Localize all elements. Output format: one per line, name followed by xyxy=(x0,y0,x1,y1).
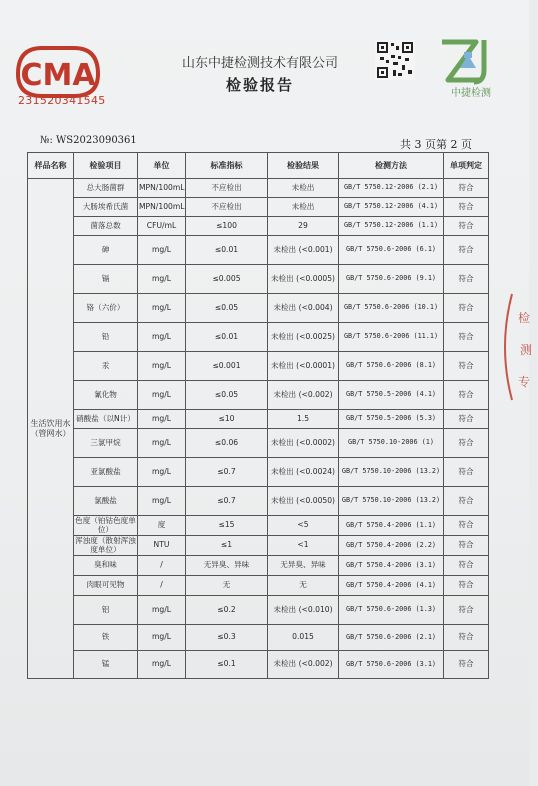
cma-number: 231520341545 xyxy=(18,94,106,107)
item-cell: 肉眼可见物 xyxy=(74,576,138,596)
standard-cell: 无 xyxy=(186,576,268,596)
item-cell: 镉 xyxy=(74,265,138,294)
item-cell: 浑浊度（散射浑浊度单位） xyxy=(75,535,136,554)
table-row xyxy=(28,556,489,576)
method-cell: GB/T 5750.4-2006 (3.1) xyxy=(339,556,444,576)
unit-cell: MPN/100mL xyxy=(138,179,186,198)
result-cell: <1 xyxy=(268,536,339,556)
unit-cell: mg/L xyxy=(138,352,186,381)
unit-cell: mg/L xyxy=(138,625,186,651)
standard-cell: ≤0.001 xyxy=(186,352,268,381)
verdict-cell: 符合 xyxy=(444,487,489,516)
method-cell: GB/T 5750.6-2006 (2.1) xyxy=(339,625,444,651)
result-cell: 未检出 (<0.010) xyxy=(268,596,339,625)
standard-cell: ≤10 xyxy=(186,410,268,429)
method-cell: GB/T 5750.10-2006 (13.2) xyxy=(339,487,444,516)
verdict-cell: 符合 xyxy=(444,265,489,294)
result-cell: 未检出 (<0.0024) xyxy=(268,458,339,487)
unit-cell: mg/L xyxy=(138,410,186,429)
standard-cell: ≤15 xyxy=(186,516,268,536)
item-cell: 亚氯酸盐 xyxy=(74,458,138,487)
verdict-cell: 符合 xyxy=(444,458,489,487)
result-cell: <5 xyxy=(268,516,339,536)
verdict-cell: 符合 xyxy=(444,352,489,381)
unit-cell: MPN/100mL xyxy=(138,198,186,217)
unit-cell: / xyxy=(138,556,186,576)
table-row xyxy=(28,323,489,352)
report-title: 检验报告 xyxy=(225,76,294,94)
table-row xyxy=(28,352,489,381)
standard-cell: 不应检出 xyxy=(186,179,268,198)
item-cell: 铁 xyxy=(74,625,138,651)
method-cell: GB/T 5750.6-2006 (1.3) xyxy=(339,596,444,625)
table-row xyxy=(28,429,489,458)
result-cell: 未检出 (<0.0050) xyxy=(268,487,339,516)
method-cell: GB/T 5750.4-2006 (1.1) xyxy=(339,516,444,536)
item-cell: 色度（铂钴色度单位） xyxy=(75,515,136,534)
verdict-cell: 符合 xyxy=(444,651,489,679)
table-row xyxy=(28,410,489,429)
item-cell: 铝 xyxy=(74,596,138,625)
item-cell: 臭和味 xyxy=(74,556,138,576)
verdict-cell: 符合 xyxy=(444,198,489,217)
item-cell: 铬（六价） xyxy=(74,294,138,323)
table-row xyxy=(28,516,489,536)
page-indicator: 共 3 页第 2 页 xyxy=(400,138,472,151)
table-row xyxy=(28,381,489,410)
verdict-cell: 符合 xyxy=(444,410,489,429)
result-cell: 无异臭、异味 xyxy=(268,556,339,576)
standard-cell: ≤0.05 xyxy=(186,294,268,323)
unit-cell: NTU xyxy=(138,536,186,556)
result-cell: 未检出 (<0.0005) xyxy=(268,265,339,294)
verdict-cell: 符合 xyxy=(444,217,489,236)
unit-cell: 度 xyxy=(138,516,186,536)
result-cell: 未检出 (<0.001) xyxy=(268,236,339,265)
standard-cell: ≤0.3 xyxy=(186,625,268,651)
results-table xyxy=(27,152,489,679)
standard-cell: ≤0.1 xyxy=(186,651,268,679)
result-cell: 未检出 xyxy=(268,179,339,198)
result-cell: 未检出 (<0.0001) xyxy=(268,352,339,381)
standard-cell: ≤0.7 xyxy=(186,487,268,516)
standard-cell: ≤0.01 xyxy=(186,236,268,265)
table-row xyxy=(28,236,489,265)
method-cell: GB/T 5750.6-2006 (10.1) xyxy=(339,294,444,323)
standard-cell: 无异臭、异味 xyxy=(186,556,268,576)
verdict-cell: 符合 xyxy=(444,576,489,596)
unit-cell: mg/L xyxy=(138,429,186,458)
standard-cell: ≤0.7 xyxy=(186,458,268,487)
seal-stamp-icon xyxy=(508,292,538,402)
verdict-cell: 符合 xyxy=(444,381,489,410)
result-cell: 未检出 (<0.0025) xyxy=(268,323,339,352)
company-name: 山东中捷检测技术有限公司 xyxy=(181,56,338,71)
col-header-method: 检测方法 xyxy=(339,153,444,179)
item-cell: 氯酸盐 xyxy=(74,487,138,516)
standard-cell: ≤100 xyxy=(186,217,268,236)
standard-cell: ≤1 xyxy=(186,536,268,556)
verdict-cell: 符合 xyxy=(444,556,489,576)
unit-cell: mg/L xyxy=(138,458,186,487)
method-cell: GB/T 5750.6-2006 (6.1) xyxy=(339,236,444,265)
method-cell: GB/T 5750.12-2006 (2.1) xyxy=(339,179,444,198)
method-cell: GB/T 5750.4-2006 (4.1) xyxy=(339,576,444,596)
result-cell: 未检出 (<0.002) xyxy=(268,651,339,679)
result-cell: 未检出 xyxy=(268,198,339,217)
item-cell: 三氯甲烷 xyxy=(74,429,138,458)
item-cell: 氰化物 xyxy=(74,381,138,410)
item-cell: 汞 xyxy=(74,352,138,381)
result-cell: 未检出 (<0.0002) xyxy=(268,429,339,458)
table-header-row xyxy=(28,153,489,179)
method-cell: GB/T 5750.6-2006 (8.1) xyxy=(339,352,444,381)
verdict-cell: 符合 xyxy=(444,596,489,625)
table-row xyxy=(28,458,489,487)
method-cell: GB/T 5750.12-2006 (4.1) xyxy=(339,198,444,217)
col-header-sample: 样品名称 xyxy=(28,153,74,179)
unit-cell: mg/L xyxy=(138,323,186,352)
standard-cell: ≤0.01 xyxy=(186,323,268,352)
unit-cell: CFU/mL xyxy=(138,217,186,236)
report-number: №: WS2023090361 xyxy=(40,135,137,146)
col-header-result: 检验结果 xyxy=(268,153,339,179)
verdict-cell: 符合 xyxy=(444,179,489,198)
col-header-standard: 标准指标 xyxy=(186,153,268,179)
verdict-cell: 符合 xyxy=(444,429,489,458)
item-cell: 铅 xyxy=(74,323,138,352)
zj-brand-logo-icon xyxy=(436,36,506,86)
sample-name-cell: 生活饮用水（管网水） xyxy=(28,179,74,679)
unit-cell: / xyxy=(138,576,186,596)
unit-cell: mg/L xyxy=(138,236,186,265)
table-row xyxy=(28,265,489,294)
svg-text:CMA: CMA xyxy=(20,58,96,93)
item-cell: 菌落总数 xyxy=(74,217,138,236)
col-header-unit: 单位 xyxy=(138,153,186,179)
qr-code-icon xyxy=(375,40,415,80)
table-row xyxy=(28,217,489,236)
table-row xyxy=(28,651,489,679)
standard-cell: ≤0.005 xyxy=(186,265,268,294)
method-cell: GB/T 5750.10-2006 (13.2) xyxy=(339,458,444,487)
col-header-item: 检验项目 xyxy=(74,153,138,179)
col-header-verdict: 单项判定 xyxy=(444,153,489,179)
item-cell: 砷 xyxy=(74,236,138,265)
unit-cell: mg/L xyxy=(138,596,186,625)
method-cell: GB/T 5750.6-2006 (3.1) xyxy=(339,651,444,679)
verdict-cell: 符合 xyxy=(444,323,489,352)
standard-cell: 不应检出 xyxy=(186,198,268,217)
result-cell: 无 xyxy=(268,576,339,596)
verdict-cell: 符合 xyxy=(444,536,489,556)
brand-name: 中捷检测 xyxy=(451,88,491,99)
method-cell: GB/T 5750.6-2006 (9.1) xyxy=(339,265,444,294)
item-cell: 锰 xyxy=(74,651,138,679)
svg-text:专: 专 xyxy=(518,375,531,389)
verdict-cell: 符合 xyxy=(444,236,489,265)
method-cell: GB/T 5750.5-2006 (4.1) xyxy=(339,381,444,410)
verdict-cell: 符合 xyxy=(444,625,489,651)
result-cell: 29 xyxy=(268,217,339,236)
svg-text:测: 测 xyxy=(520,343,533,357)
method-cell: GB/T 5750.10-2006 (1) xyxy=(339,429,444,458)
result-cell: 未检出 (<0.002) xyxy=(268,381,339,410)
method-cell: GB/T 5750.6-2006 (11.1) xyxy=(339,323,444,352)
table-row xyxy=(28,596,489,625)
table-row xyxy=(28,625,489,651)
item-cell: 硝酸盐（以N计） xyxy=(74,410,138,429)
standard-cell: ≤0.2 xyxy=(186,596,268,625)
table-row xyxy=(28,576,489,596)
standard-cell: ≤0.05 xyxy=(186,381,268,410)
table-row xyxy=(28,536,489,556)
table-row xyxy=(28,198,489,217)
unit-cell: mg/L xyxy=(138,651,186,679)
unit-cell: mg/L xyxy=(138,265,186,294)
verdict-cell: 符合 xyxy=(444,294,489,323)
table-row xyxy=(28,179,489,198)
standard-cell: ≤0.06 xyxy=(186,429,268,458)
method-cell: GB/T 5750.4-2006 (2.2) xyxy=(339,536,444,556)
unit-cell: mg/L xyxy=(138,294,186,323)
method-cell: GB/T 5750.12-2006 (1.1) xyxy=(339,217,444,236)
table-row xyxy=(28,487,489,516)
svg-text:检: 检 xyxy=(518,311,531,325)
result-cell: 0.015 xyxy=(268,625,339,651)
unit-cell: mg/L xyxy=(138,381,186,410)
result-cell: 未检出 (<0.004) xyxy=(268,294,339,323)
result-cell: 1.5 xyxy=(268,410,339,429)
unit-cell: mg/L xyxy=(138,487,186,516)
item-cell: 大肠埃希氏菌 xyxy=(74,198,138,217)
item-cell: 总大肠菌群 xyxy=(74,179,138,198)
method-cell: GB/T 5750.5-2006 (5.3) xyxy=(339,410,444,429)
verdict-cell: 符合 xyxy=(444,516,489,536)
table-row xyxy=(28,294,489,323)
